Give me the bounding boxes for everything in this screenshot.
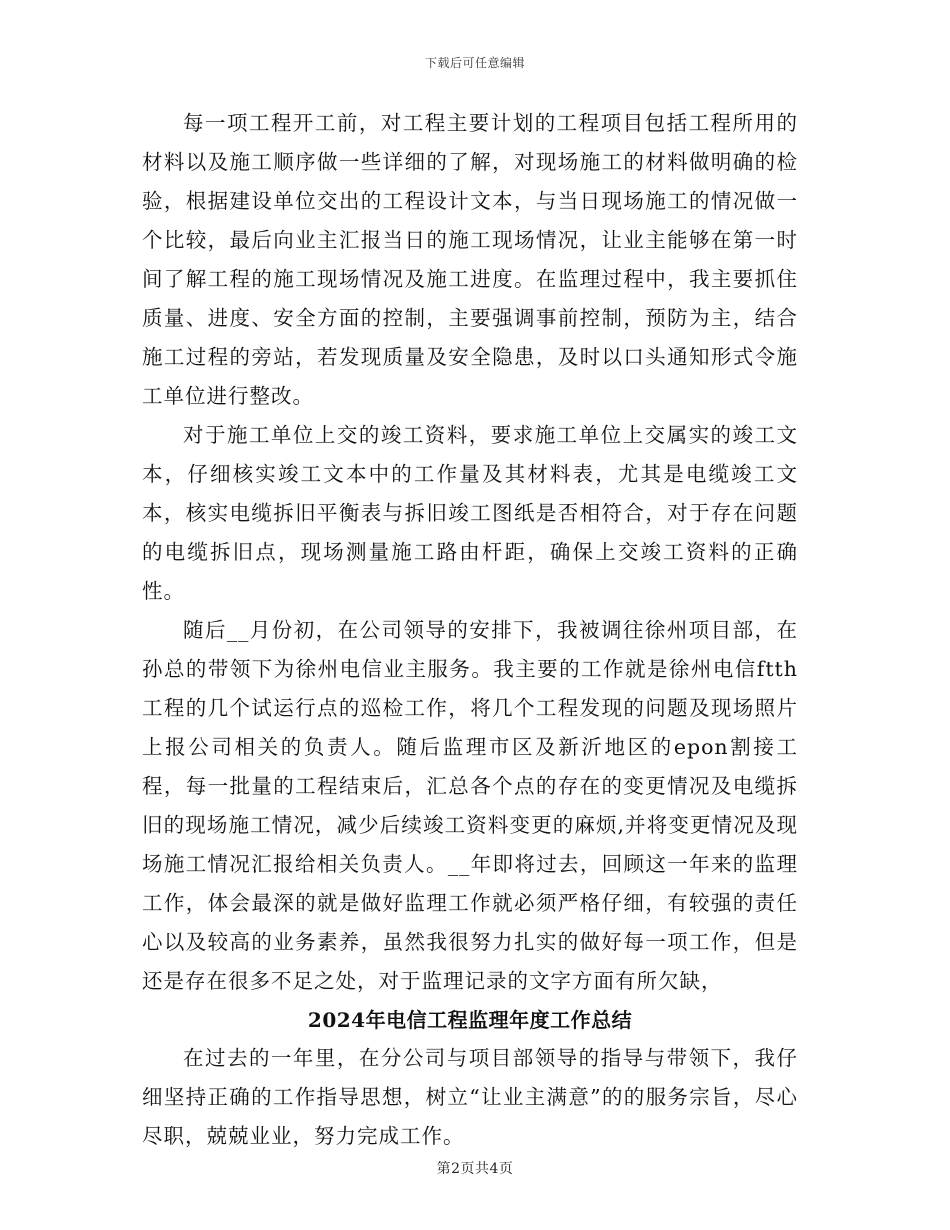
- section-title: 2024年电信工程监理年度工作总结: [307, 1008, 633, 1032]
- page-header: 下载后可任意编辑: [424, 56, 525, 70]
- paragraph: 随后__月份初，在公司领导的安排下，我被调往徐州项目部，在孙总的带领下为徐州电信业主服务。我主要的工作就是徐州电信ftth工程的几个试运行点的巡检工作，将几个工程发现的问题及现场照片上报公司相关的负责人。随后监理市区及新沂地区的epon割接工程，每一批量的工程结束后，汇总各个点的存在的变更情况及电缆拆旧的现场施工情况，减少后续竣工资料变更的麻烦,并将变更情况及现场施工情况汇报给相关负责人。__年即将过去，回顾这一年来的监理工作，体会最深的就是做好监理工作就必须严格仔细，有较强的责任心以及较高的业务素养，虽然我很努力扎实的做好每一项工作，但是还是存在很多不足之处，对于监理记录的文字方面有所欠缺，: [142, 618, 798, 993]
- paragraph: 每一项工程开工前，对工程主要计划的工程项目包括工程所用的材料以及施工顺序做一些详细的了解，对现场施工的材料做明确的检验，根据建设单位交出的工程设计文本，与当日现场施工的情况做一个比较，最后向业主汇报当日的施工现场情况，让业主能够在第一时间了解工程的施工现场情况及施工进度。在监理过程中，我主要抓住质量、进度、安全方面的控制，主要强调事前控制，预防为主，结合施工过程的旁站，若发现质量及安全隐患，及时以口头通知形式令施工单位进行整改。: [142, 111, 798, 408]
- page-number: 第2页共4页: [436, 1161, 514, 1177]
- paragraph: 在过去的一年里，在分公司与项目部领导的指导与带领下，我仔细坚持正确的工作指导思想，树立“让业主满意”的的服务宗旨，尽心尽职，兢兢业业，努力完成工作。: [142, 1046, 798, 1148]
- document-body: [142, 104, 798, 1156]
- paragraph: 对于施工单位上交的竣工资料，要求施工单位上交属实的竣工文本，仔细核实竣工文本中的工作量及其材料表，尤其是电缆竣工文本，核实电缆拆旧平衡表与拆旧竣工图纸是否相符合，对于存在问题的电缆拆旧点，现场测量施工路由杆距，确保上交竣工资料的正确性。: [142, 423, 798, 603]
